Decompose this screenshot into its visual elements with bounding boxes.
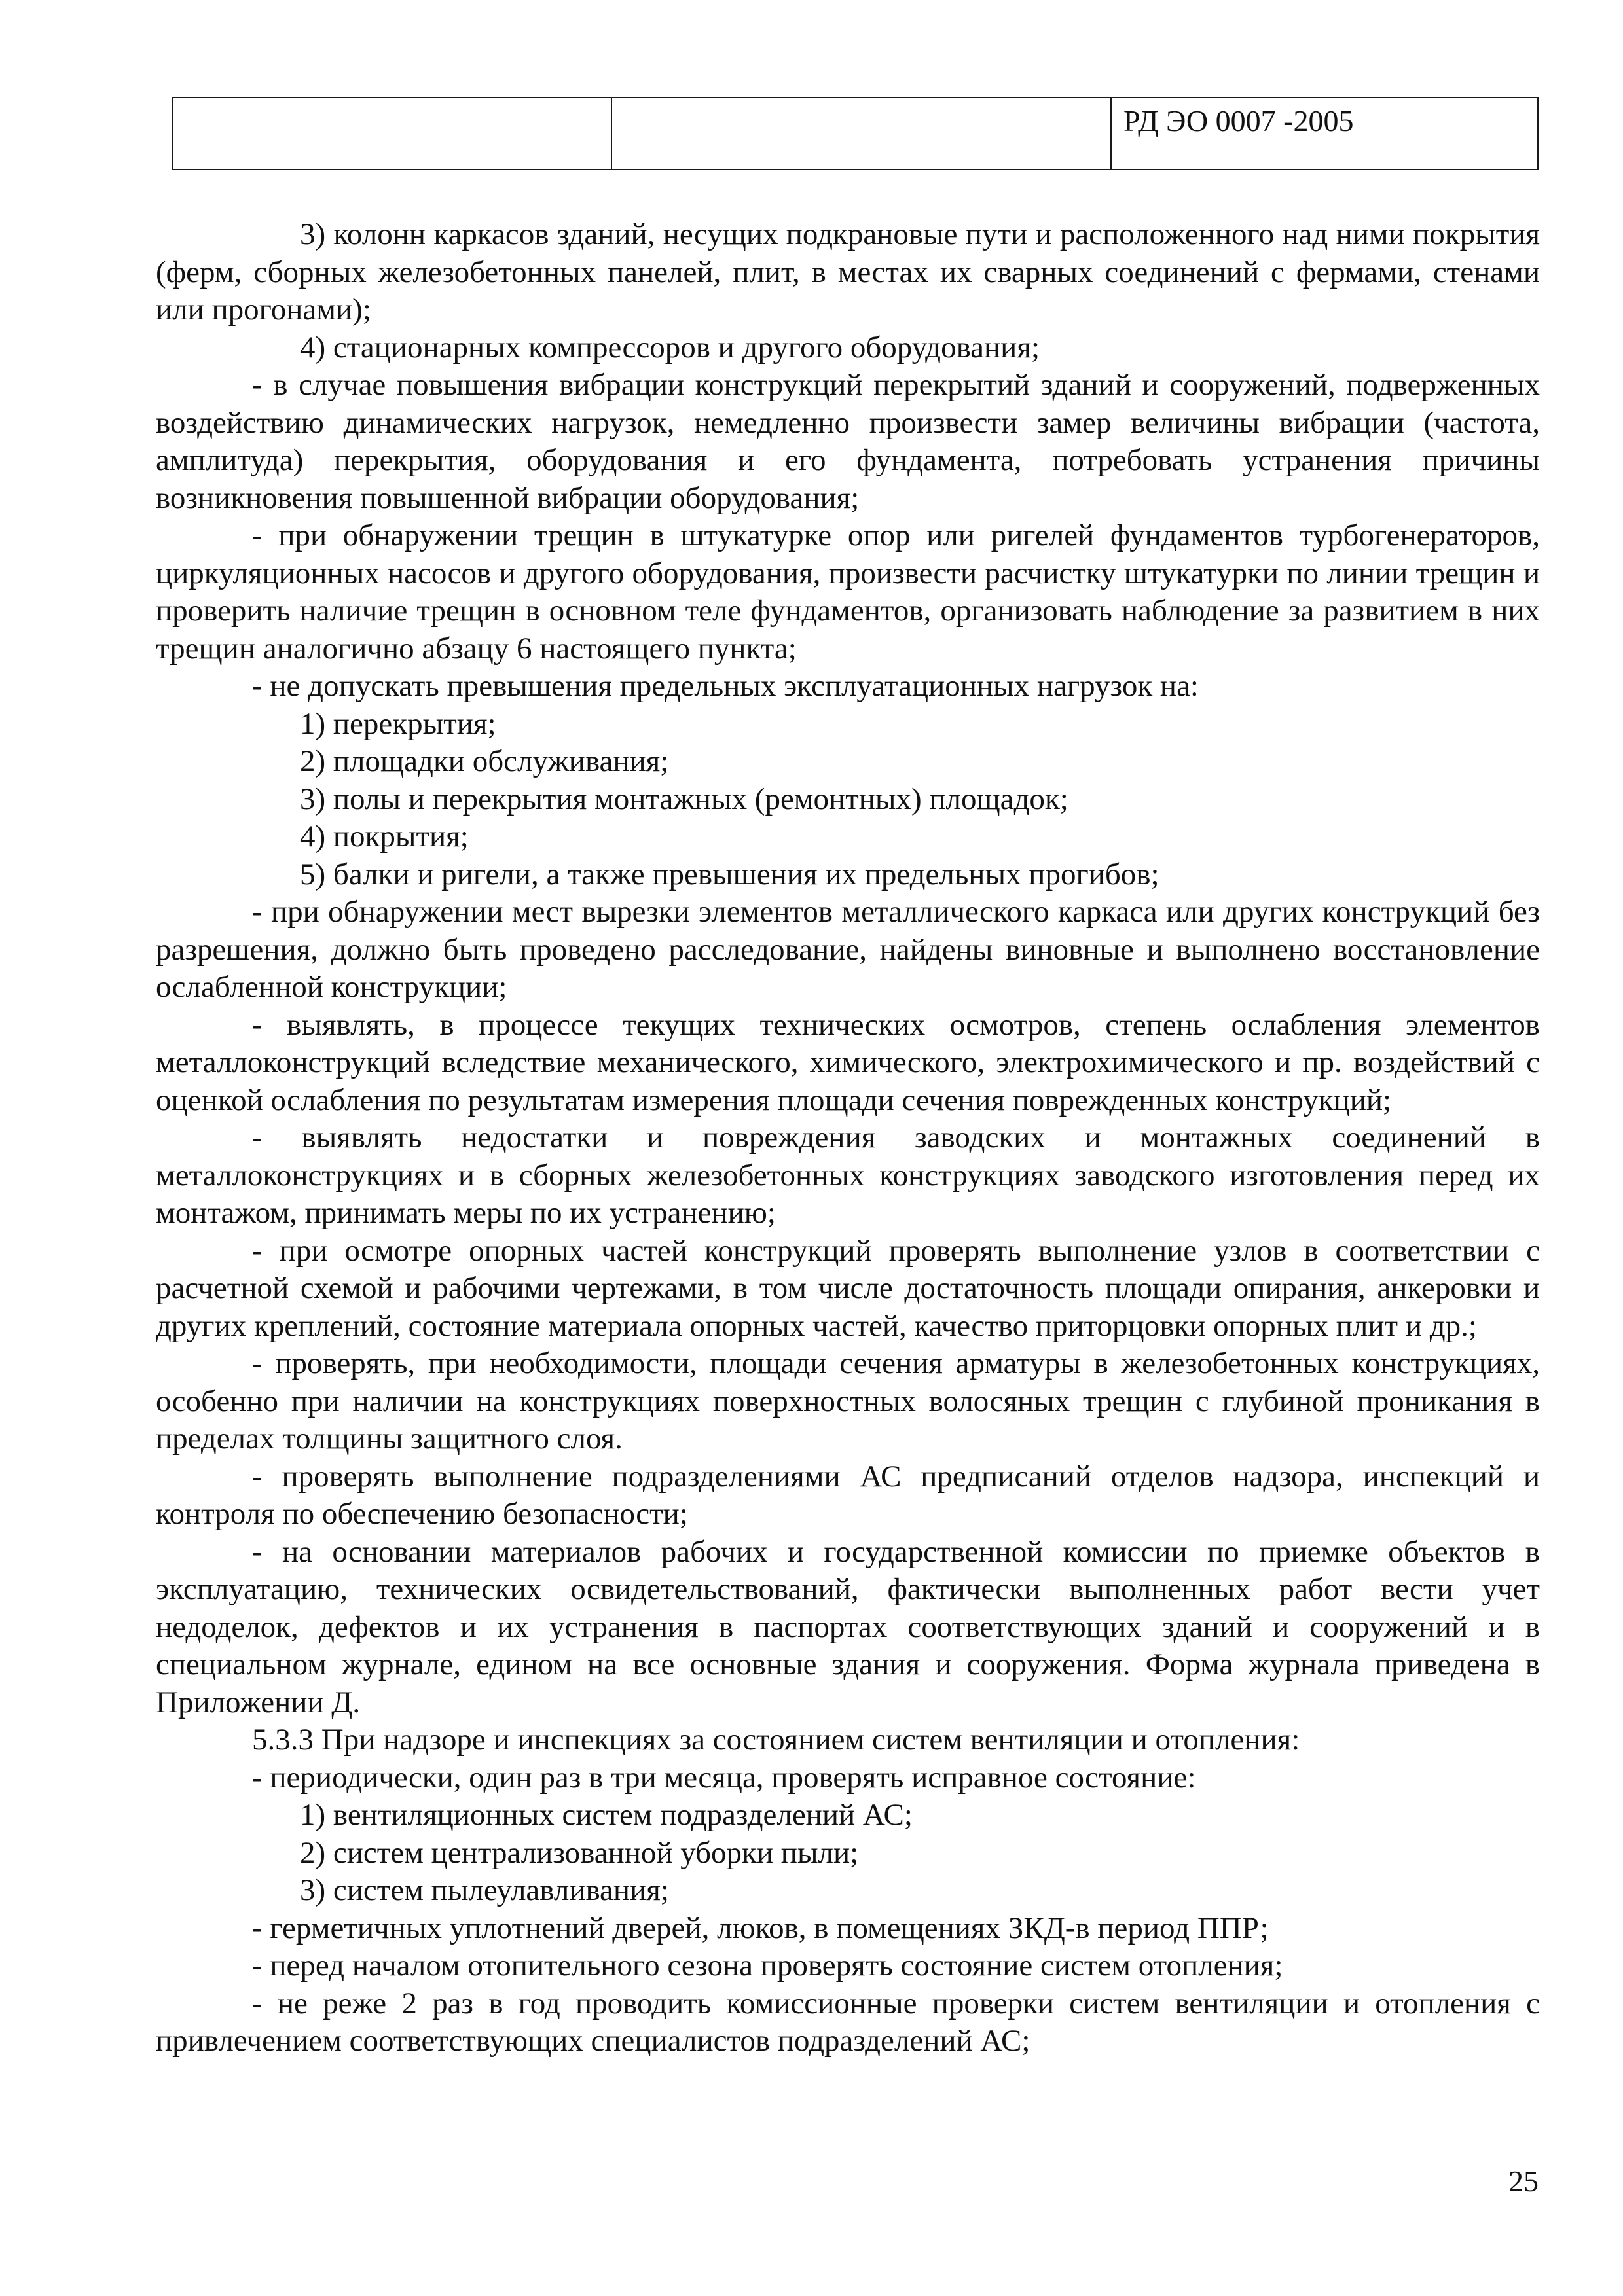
paragraph: 4) покрытия; [300,819,469,853]
document-body [156,216,1540,2060]
paragraph: - выявлять недостатки и повреждения заводских и монтажных соединений в металлоконструкциях и в сборных железобетонных конструкциях заводского изготовления перед их монтажом, принимать меры по их устранению; [156,1121,1540,1230]
paragraph: - не допускать превышения предельных эксплуатационных нагрузок на: [252,669,1199,703]
paragraph: - выявлять, в процессе текущих технических осмотров, степень ослабления элементов металлоконструкций вследствие механического, химического, электрохимического и пр. воздействий с оценкой ослабления по результатам измерения площади сечения поврежденных конструкций; [156,1007,1540,1117]
paragraph: - проверять, при необходимости, площади сечения арматуры в железобетонных конструкциях, особенно при наличии на конструкциях поверхностных волосяных трещин с глубиной проникания в пределах толщины защитного слоя. [156,1346,1540,1456]
paragraph: 5.3.3 При надзоре и инспекциях за состоянием систем вентиляции и отопления: [252,1723,1300,1757]
header-table [172,97,1539,170]
paragraph: - не реже 2 раз в год проводить комиссионные проверки систем вентиляции и отопления с привлечением соответствующих специалистов подразделений АС; [156,1986,1540,2058]
header-cell-empty-1 [172,98,611,170]
paragraph: - проверять выполнение подразделениями АС предписаний отделов надзора, инспекций и контроля по обеспечению безопасности; [156,1459,1540,1531]
paragraph: 2) площадки обслуживания; [300,744,669,778]
header-cell-empty-2 [611,98,1111,170]
header-row [172,98,1538,170]
paragraph: - при обнаружении трещин в штукатурке опор или ригелей фундаментов турбогенераторов, циркуляционных насосов и другого оборудования, произвести расчистку штукатурки по линии трещин и проверить наличие трещин в основном теле фундаментов, организовать наблюдение за развитием в них трещин аналогично абзацу 6 настоящего пункта; [156,518,1540,666]
paragraph: 2) систем централизованной уборки пыли; [300,1835,859,1870]
paragraph: 3) систем пылеулавливания; [300,1873,669,1907]
document-code: РД ЭО 0007 -2005 [1111,98,1538,170]
paragraph: 3) полы и перекрытия монтажных (ремонтных) площадок; [300,781,1068,816]
paragraph: 3) колонн каркасов зданий, несущих подкрановые пути и расположенного над ними покрытия (ферм, сборных железобетонных панелей, плит, в местах их сварных соединений с фермами, стенами или прогонами); [156,217,1540,327]
paragraph: 5) балки и ригели, а также превышения их предельных прогибов; [300,857,1159,891]
paragraph: - герметичных уплотнений дверей, люков, в помещениях ЗКД-в период ППР; [252,1910,1269,1945]
paragraph: - при обнаружении мест вырезки элементов металлического каркаса или других конструкций без разрешения, должно быть проведено расследование, найдены виновные и выполнено восстановление ослабленной конструкции; [156,895,1540,1004]
paragraph: - на основании материалов рабочих и государственной комиссии по приемке объектов в эксплуатацию, технических освидетельствований, фактически выполненных работ вести учет недоделок, дефектов и их устранения в паспортах соответствующих зданий и сооружений и в специальном журнале, едином на все основные здания и сооружения. Форма журнала приведена в Приложении Д. [156,1534,1540,1719]
paragraph: 4) стационарных компрессоров и другого оборудования; [300,330,1040,365]
paragraph: - перед началом отопительного сезона проверять состояние систем отопления; [252,1948,1283,1982]
paragraph: - периодически, один раз в три месяца, проверять исправное состояние: [252,1760,1196,1795]
page-number: 25 [1508,2164,1539,2198]
paragraph: 1) перекрытия; [300,706,496,741]
paragraph: 1) вентиляционных систем подразделений АС; [300,1798,913,1832]
paragraph: - в случае повышения вибрации конструкций перекрытий зданий и сооружений, подверженных воздействию динамических нагрузок, немедленно произвести замер величины вибрации (частота, амплитуда) перекрытия, оборудования и его фундамента, потребовать устранения причины возникновения повышенной вибрации оборудования; [156,368,1540,515]
paragraph: - при осмотре опорных частей конструкций проверять выполнение узлов в соответствии с расчетной схемой и рабочими чертежами, в том числе достаточность площади опирания, анкеровки и других креплений, состояние материала опорных частей, качество приторцовки опорных плит и др.; [156,1233,1540,1343]
